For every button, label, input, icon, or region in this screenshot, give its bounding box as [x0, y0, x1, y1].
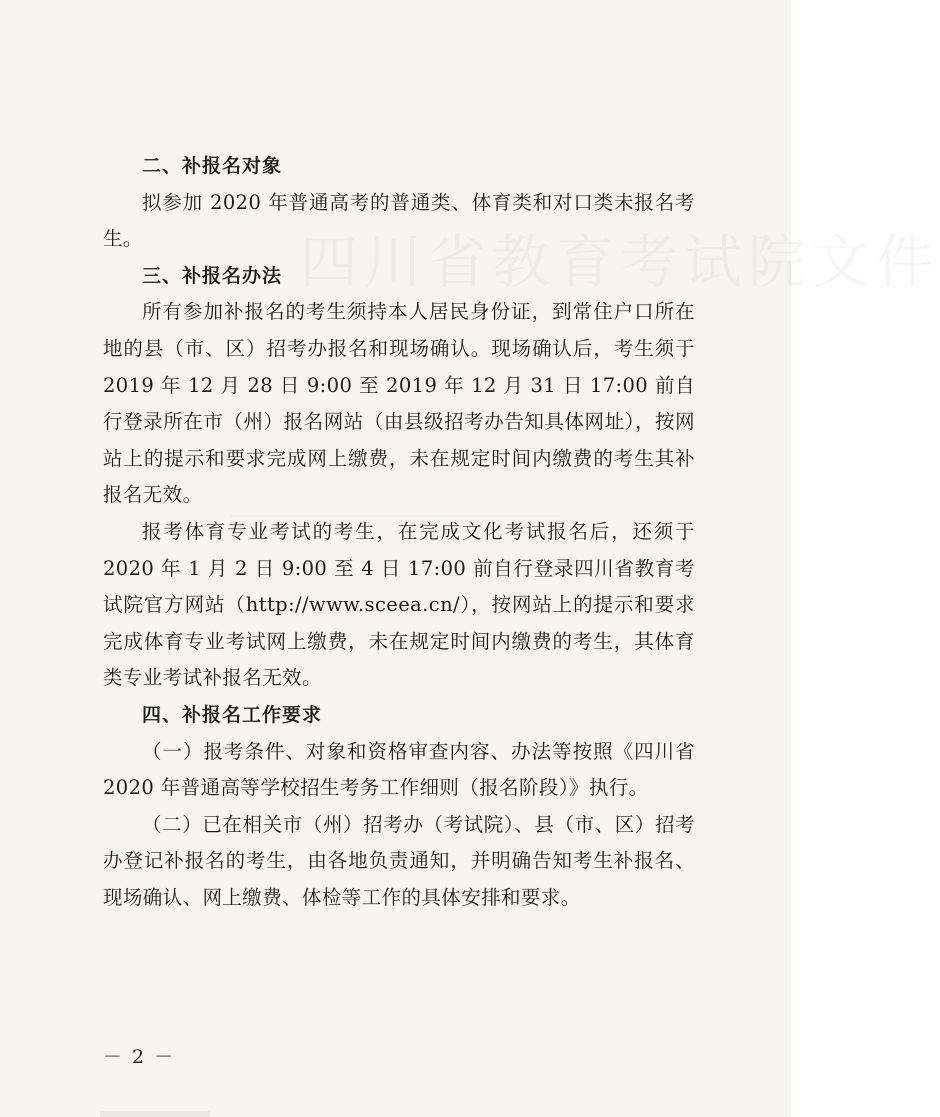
paragraph-requirements-2: （二）已在相关市（州）招考办（考试院）、县（市、区）招考办登记补报名的考生，由各地负责通知，并明确告知考生补报名、现场确认、网上缴费、体检等工作的具体安排和要求。 — [103, 812, 695, 909]
document-body — [103, 148, 695, 916]
paragraph-method-1: 所有参加补报名的考生须持本人居民身份证，到常住户口所在地的县（市、区）招考办报名和现场确认。现场确认后，考生须于 2019 年 12 月 28 日 9:00 至 2019 年 12 月 31 日 17:00 前自行登录所在市（州）报名网站（由县级招考办告知具体网址），按网站上的提示和要求完成网上缴费，未在规定时间内缴费的考生其补报名无效。 — [103, 300, 695, 507]
page-number: － 2 － — [103, 1046, 176, 1068]
paragraph-method-2: 报考体育专业考试的考生，在完成文化考试报名后，还须于 2020 年 1 月 2 日 9:00 至 4 日 17:00 前自行登录四川省教育考试院官方网站（http://www.sceea.cn/），按网站上的提示和要求完成体育专业考试网上缴费，未在规定时间内缴费的考生，其体育类专业考试补报名无效。 — [103, 519, 695, 690]
reverse-side-bleed-through: 四川省教育考试院文件 — [300, 228, 940, 296]
section-heading-targets: 二、补报名对象 — [142, 155, 283, 177]
scan-edge-mark — [100, 1111, 210, 1117]
section-heading-requirements: 四、补报名工作要求 — [142, 703, 323, 726]
paragraph-targets: 拟参加 2020 年普通高考的普通类、体育类和对口类未报名考生。 — [103, 190, 695, 251]
section-heading-method: 三、补报名办法 — [142, 264, 283, 287]
paragraph-requirements-1: （一）报考条件、对象和资格审查内容、办法等按照《四川省 2020 年普通高等学校招生考务工作细则（报名阶段）》执行。 — [103, 739, 695, 800]
